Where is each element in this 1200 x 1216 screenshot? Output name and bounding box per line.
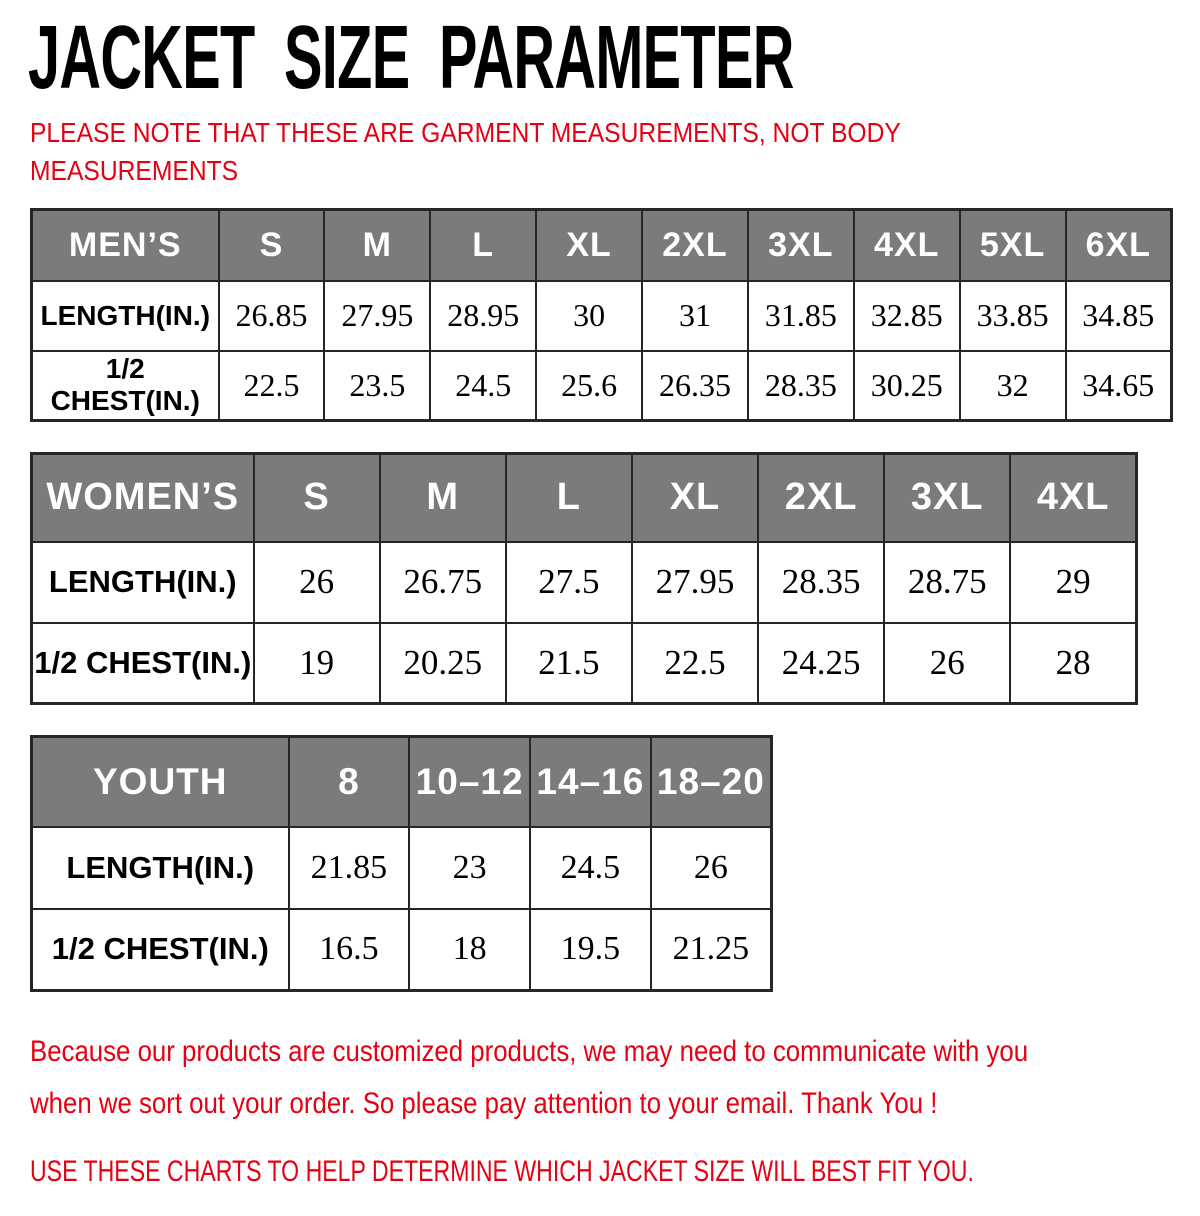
size-value: 23.5 — [324, 351, 430, 421]
customization-notice-line — [30, 1078, 1200, 1130]
size-value: 24.5 — [530, 827, 651, 909]
mens-header-row — [32, 210, 1172, 281]
row-label: 1/2 CHEST(IN.) — [32, 623, 254, 704]
youth-length-row — [32, 827, 772, 909]
chart-usage-note — [30, 1150, 1200, 1194]
column-header: 2XL — [642, 210, 748, 281]
youth-table-title: YOUTH — [32, 737, 289, 827]
size-value: 26.75 — [380, 542, 506, 623]
column-header: XL — [536, 210, 642, 281]
womens-size-table — [30, 452, 1138, 705]
size-value: 19.5 — [530, 909, 651, 991]
column-header: 5XL — [960, 210, 1066, 281]
size-value: 19 — [254, 623, 380, 704]
mens-length-row — [32, 281, 1172, 351]
size-value: 21.85 — [289, 827, 410, 909]
womens-chest-row — [32, 623, 1137, 704]
row-label: 1/2 CHEST(IN.) — [32, 909, 289, 991]
customization-notice-line — [30, 1026, 1200, 1078]
column-header: 8 — [289, 737, 410, 827]
size-value: 28.95 — [430, 281, 536, 351]
column-header: 3XL — [748, 210, 854, 281]
column-header: S — [254, 454, 380, 542]
garment-note-line — [30, 152, 1200, 190]
size-value: 23 — [409, 827, 530, 909]
column-header: 4XL — [1010, 454, 1136, 542]
size-value: 34.85 — [1066, 281, 1172, 351]
garment-note-text-1: PLEASE NOTE THAT THESE ARE GARMENT MEASUREMENTS, NOT BODY — [30, 117, 901, 148]
size-value: 18 — [409, 909, 530, 991]
size-value: 21.5 — [506, 623, 632, 704]
chart-usage-note-line — [30, 1150, 1200, 1194]
womens-table-title: WOMEN’S — [32, 454, 254, 542]
column-header: 6XL — [1066, 210, 1172, 281]
row-label: LENGTH(IN.) — [32, 542, 254, 623]
column-header: 18–20 — [651, 737, 772, 827]
garment-note-line — [30, 114, 1200, 152]
chart-usage-note-text: USE THESE CHARTS TO HELP DETERMINE WHICH JACKET SIZE WILL BEST FIT YOU. — [30, 1155, 974, 1188]
column-header: S — [219, 210, 325, 281]
row-label: LENGTH(IN.) — [32, 281, 219, 351]
size-value: 25.6 — [536, 351, 642, 421]
column-header: 3XL — [884, 454, 1010, 542]
page-title: JACKET SIZE PARAMETER — [28, 8, 794, 108]
size-value: 24.25 — [758, 623, 884, 704]
size-chart-page — [0, 8, 1200, 1216]
size-value: 32.85 — [854, 281, 960, 351]
column-header: 2XL — [758, 454, 884, 542]
row-label: LENGTH(IN.) — [32, 827, 289, 909]
column-header: L — [506, 454, 632, 542]
column-header: M — [324, 210, 430, 281]
size-value: 26 — [254, 542, 380, 623]
size-value: 30.25 — [854, 351, 960, 421]
youth-header-row — [32, 737, 772, 827]
size-value: 31 — [642, 281, 748, 351]
column-header: L — [430, 210, 536, 281]
size-value: 21.25 — [651, 909, 772, 991]
size-value: 20.25 — [380, 623, 506, 704]
womens-header-row — [32, 454, 1137, 542]
column-header: 10–12 — [409, 737, 530, 827]
youth-chest-row — [32, 909, 772, 991]
size-value: 26.35 — [642, 351, 748, 421]
size-value: 28.75 — [884, 542, 1010, 623]
size-value: 26.85 — [219, 281, 325, 351]
size-value: 30 — [536, 281, 642, 351]
size-value: 31.85 — [748, 281, 854, 351]
womens-length-row — [32, 542, 1137, 623]
column-header: XL — [632, 454, 758, 542]
column-header: M — [380, 454, 506, 542]
title-row — [28, 8, 1200, 108]
mens-chest-row — [32, 351, 1172, 421]
size-value: 33.85 — [960, 281, 1066, 351]
size-value: 16.5 — [289, 909, 410, 991]
size-value: 28.35 — [758, 542, 884, 623]
youth-size-table — [30, 735, 773, 992]
size-value: 29 — [1010, 542, 1136, 623]
size-value: 27.95 — [632, 542, 758, 623]
size-value: 27.5 — [506, 542, 632, 623]
mens-table-title: MEN’S — [32, 210, 219, 281]
column-header: 4XL — [854, 210, 960, 281]
size-value: 24.5 — [430, 351, 536, 421]
size-value: 27.95 — [324, 281, 430, 351]
size-value: 34.65 — [1066, 351, 1172, 421]
size-value: 28.35 — [748, 351, 854, 421]
garment-note-text-2: MEASUREMENTS — [30, 155, 239, 186]
size-value: 28 — [1010, 623, 1136, 704]
customization-notice-text-1: Because our products are customized products, we may need to communicate with you — [30, 1035, 1029, 1068]
size-value: 22.5 — [219, 351, 325, 421]
garment-note — [30, 114, 1200, 190]
size-value: 26 — [884, 623, 1010, 704]
size-value: 26 — [651, 827, 772, 909]
column-header: 14–16 — [530, 737, 651, 827]
size-value: 32 — [960, 351, 1066, 421]
customization-notice — [30, 1026, 1200, 1130]
row-label: 1/2 CHEST(IN.) — [32, 351, 219, 421]
customization-notice-text-2: when we sort out your order. So please pay attention to your email. Thank You ! — [30, 1087, 938, 1120]
mens-size-table — [30, 208, 1173, 422]
size-value: 22.5 — [632, 623, 758, 704]
